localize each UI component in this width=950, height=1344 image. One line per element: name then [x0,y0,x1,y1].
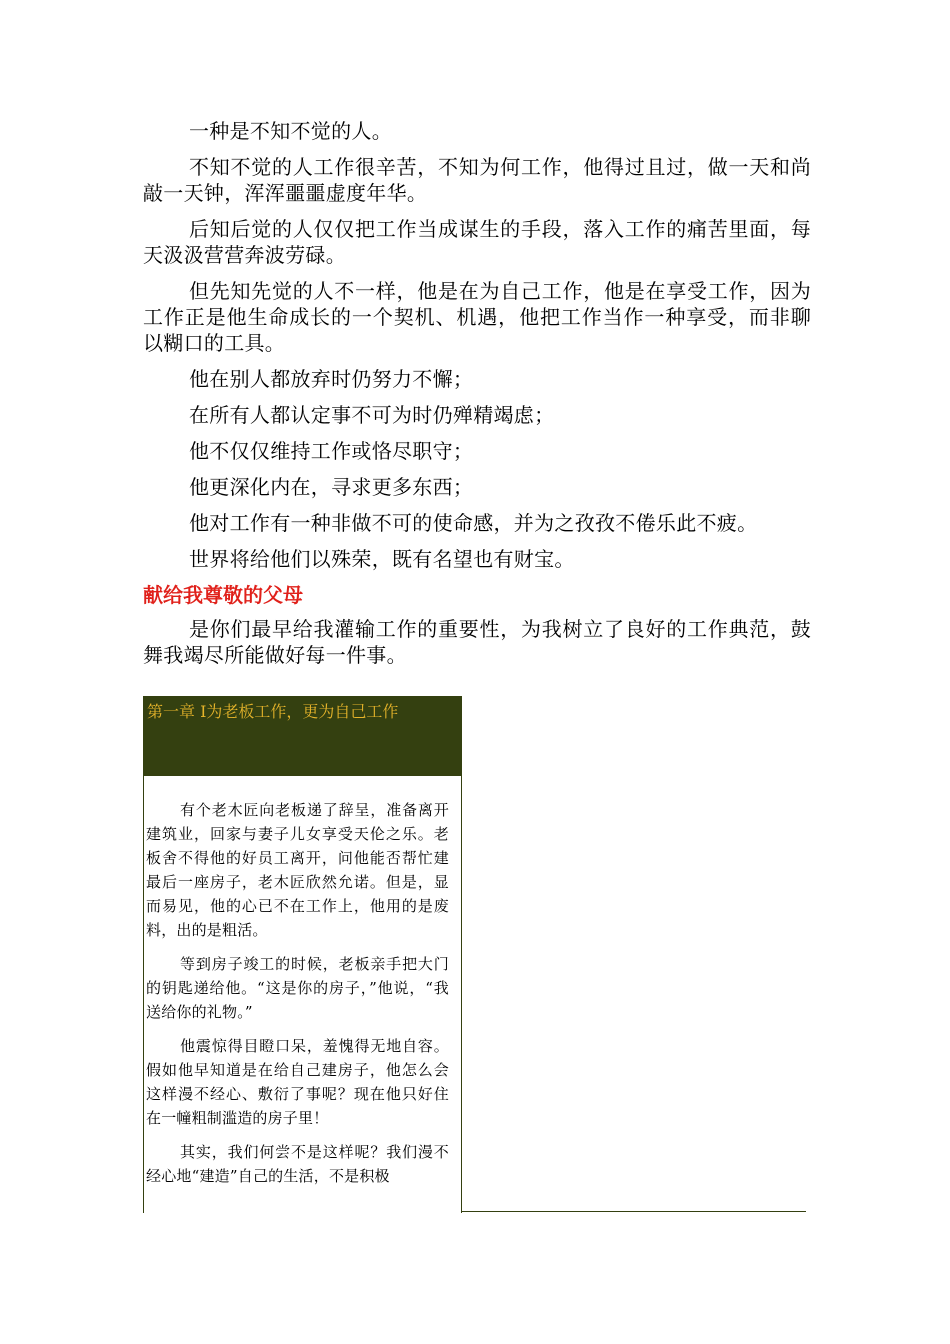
body-paragraph: 后知后觉的人仅仅把工作当成谋生的手段，落入工作的痛苦里面，每天汲汲营营奔波劳碌。 [143,217,811,267]
chapter-excerpt-box [143,776,462,1213]
excerpt-paragraph: 有个老木匠向老板递了辞呈，准备离开建筑业，回家与妻子儿女享受天伦之乐。老板舍不得他的好员工离开，问他能否帮忙建最后一座房子，老木匠欣然允诺。但是，显而易见，他的心已不在工作上，他用的是废料，出的是粗活。 [146,801,449,939]
chapter-title: 第一章 Ⅰ为老板工作，更为自己工作 [147,702,399,721]
body-paragraph: 世界将给他们以殊荣，既有名望也有财宝。 [189,547,575,571]
body-paragraph: 不知不觉的人工作很辛苦，不知为何工作，他得过且过，做一天和尚敲一天钟，浑浑噩噩虚度年华。 [143,155,811,205]
body-paragraph: 他对工作有一种非做不可的使命感，并为之孜孜不倦乐此不疲。 [189,511,758,535]
body-paragraph: 但先知先觉的人不一样，他是在为自己工作，他是在享受工作，因为工作正是他生命成长的一个契机、机遇，他把工作当作一种享受，而非聊以糊口的工具。 [143,279,811,355]
chapter-header [143,696,462,776]
body-paragraph: 他在别人都放弃时仍努力不懈； [189,367,474,391]
body-paragraph: 在所有人都认定事不可为时仍殚精竭虑； [189,403,555,427]
body-paragraph: 一种是不知不觉的人。 [189,119,392,143]
body-paragraph: 他不仅仅维持工作或恪尽职守； [189,439,474,463]
excerpt-paragraph: 他震惊得目瞪口呆，羞愧得无地自容。假如他早知道是在给自己建房子，他怎么会这样漫不经心、敷衍了事呢？现在他只好住在一幢粗制滥造的房子里！ [146,1037,449,1127]
body-paragraph: 他更深化内在，寻求更多东西； [189,475,474,499]
dedication-paragraph: 是你们最早给我灌输工作的重要性，为我树立了良好的工作典范，鼓舞我竭尽所能做好每一件事。 [143,617,811,667]
excerpt-paragraph: 其实，我们何尝不是这样呢？我们漫不经心地“建造”自己的生活，不是积极 [146,1143,449,1185]
dedication-heading: 献给我尊敬的父母 [143,583,303,607]
excerpt-paragraph: 等到房子竣工的时候，老板亲手把大门的钥匙递给他。“这是你的房子，”他说，“我送给你的礼物。” [146,955,449,1021]
divider-line [462,1211,806,1212]
main-text [143,118,811,678]
